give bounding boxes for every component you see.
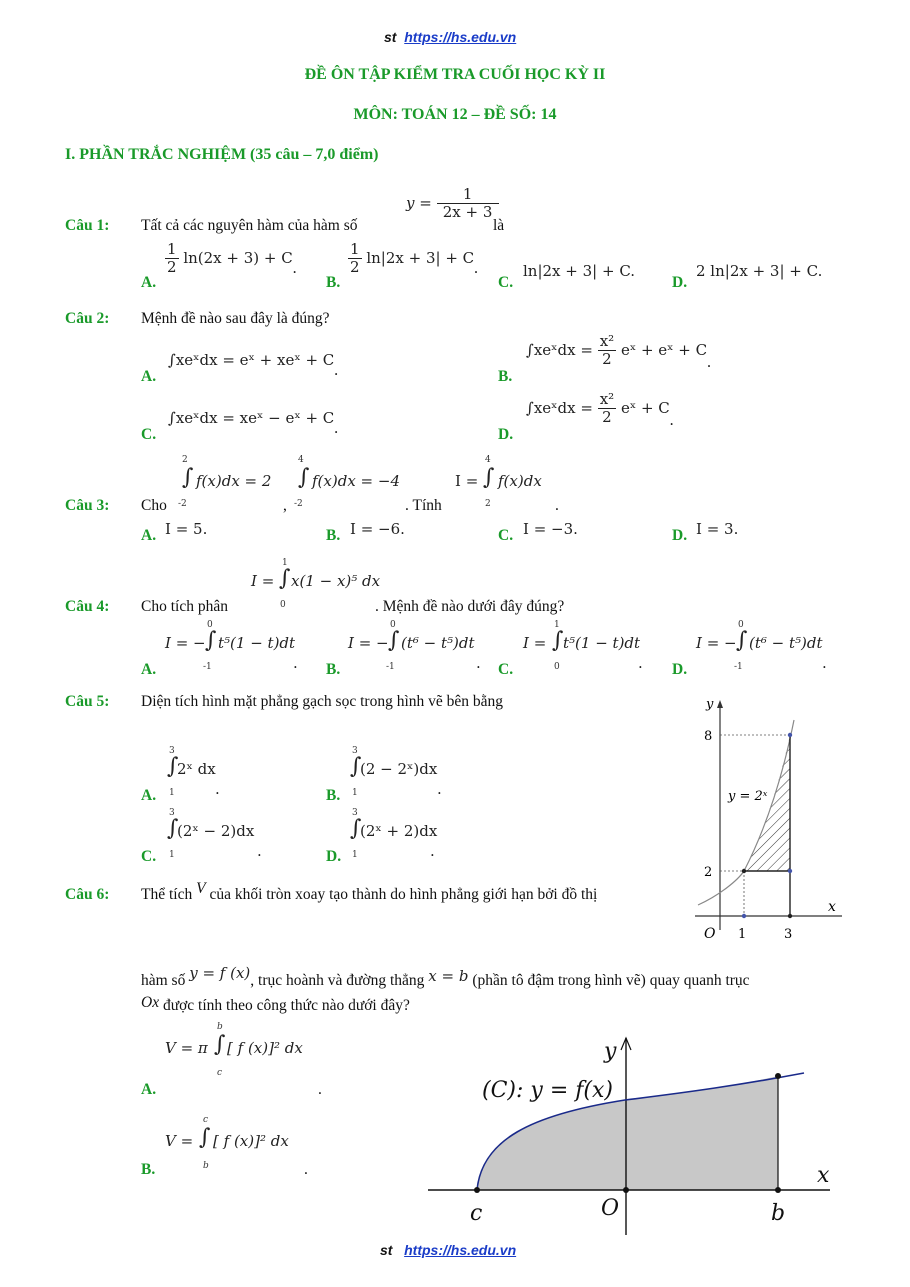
q6-opt-b-label[interactable]: B. (141, 1161, 156, 1178)
q6-opt-a-label[interactable]: A. (141, 1081, 157, 1098)
q5-tick-8: 8 (704, 729, 713, 744)
q5-c-upper: 3 (169, 808, 175, 818)
q1-text-a: Tất cả các nguyên hàm của hàm số (141, 217, 358, 234)
integral-sign: ∫ (350, 816, 362, 841)
q4-a-expr: t⁵(1 − t)dt (218, 634, 296, 652)
q6-curve-label: (C): y = f(x) (482, 1078, 613, 1103)
q1-a-expr: ln(2x + 3) + C (183, 248, 293, 267)
q2-b-rhs: eˣ + eˣ + C (620, 340, 707, 359)
q3-opt-c (523, 520, 578, 538)
q4-main-integral (251, 558, 381, 613)
q6-line3-text: được tính theo công thức nào dưới đây? (162, 997, 410, 1014)
q5-a-upper: 3 (169, 746, 175, 756)
q2-d-den: 2 (602, 408, 612, 427)
q3-cho: Cho (141, 497, 167, 514)
q4-d-pre: I = − (696, 634, 737, 652)
footer-link[interactable]: https://hs.edu.vn (404, 1242, 517, 1258)
q3-b-expr: I = −6 (350, 520, 401, 538)
q1-b-num: 1 (350, 240, 360, 258)
q2-d-end: . (669, 410, 675, 429)
q5-opt-d (348, 808, 448, 863)
q1-opt-d-label[interactable]: D. (672, 274, 688, 291)
integral-sign: ∫ (167, 816, 179, 841)
q3-i3-expr: f(x)dx (498, 472, 542, 490)
q6-line2-b: , trục hoành và đường thẳng (250, 972, 425, 989)
q6-a-expr: [ f (x)]² dx (227, 1039, 303, 1057)
q6-b-lower: b (203, 1161, 209, 1171)
q5-a-lower: 1 (169, 788, 175, 798)
footer-prefix: st (380, 1242, 393, 1258)
q6-xb: x = b (428, 967, 469, 985)
q4-b-expr: (t⁶ − t⁵)dt (401, 634, 475, 652)
q5-tick-2: 2 (704, 865, 713, 880)
integral-sign: ∫ (182, 465, 194, 490)
q6-b-expr: [ f (x)]² dx (213, 1132, 289, 1150)
q3-integral-1 (178, 455, 278, 510)
header-prefix: st (384, 29, 397, 45)
q2-a-expr: ∫xeˣdx = eˣ + xeˣ + C (168, 351, 334, 369)
q1-b-expr: ln|2x + 3| + C (366, 248, 474, 267)
integral-sign: ∫ (279, 566, 291, 591)
q6-point-b (775, 1187, 781, 1193)
q6-var-v: V (196, 880, 206, 897)
q6-line2 (141, 964, 750, 990)
q3-i2-lower: -2 (294, 499, 303, 509)
q3-opt-a-label[interactable]: A. (141, 527, 157, 544)
q5-a-expr: 2ˣ dx (177, 760, 216, 778)
integral-sign: ∫ (483, 465, 495, 490)
q2-d-lhs: ∫xeˣdx = (526, 398, 593, 417)
q5-opt-c (165, 808, 265, 863)
q2-d-num: x² (599, 390, 615, 408)
q5-d-expr: (2ˣ + 2)dx (360, 822, 438, 840)
q1-label: Câu 1: (65, 217, 110, 234)
page-footer (380, 1242, 516, 1258)
q6-a-lower: c (217, 1068, 223, 1078)
q3-i3-pre: I = (455, 472, 479, 490)
q1-a-num: 1 (167, 240, 177, 258)
q5-origin: O (704, 926, 716, 942)
q5-opt-b (348, 746, 448, 801)
q5-b-lower: 1 (352, 788, 358, 798)
q1-opt-c: ln|2x + 3| + C. (523, 262, 636, 280)
page-header (384, 29, 516, 45)
q6-b-pre: V = (165, 1132, 194, 1150)
q4-a-pre: I = − (165, 634, 206, 652)
q2-d-rhs: eˣ + C (620, 398, 670, 417)
q2-opt-d (526, 391, 674, 427)
q6-text-a: Thể tích (141, 886, 193, 903)
q3-b-end: . (400, 520, 405, 538)
q2-opt-a (168, 351, 339, 379)
q5-c-end: . (257, 842, 262, 860)
q3-i1-lower: -2 (178, 499, 187, 509)
q6-a-pre: V = π (165, 1039, 208, 1057)
q4-d-end: . (822, 654, 827, 672)
q3-opt-c-label[interactable]: C. (498, 527, 514, 544)
q3-opt-b (350, 520, 405, 538)
q3-i1-upper: 2 (182, 455, 188, 465)
q3-c-expr: I = −3 (523, 520, 574, 538)
q6-line3 (141, 994, 410, 1015)
section-heading: I. PHẦN TRẮC NGHIỆM (35 câu – 7,0 điểm) (65, 146, 379, 163)
q4-c-end: . (638, 654, 643, 672)
q2-b-end: . (706, 352, 712, 371)
q5-d-end: . (430, 842, 435, 860)
q4-main-upper: 1 (282, 558, 288, 568)
q6-graph (420, 1030, 850, 1240)
q3-a-end: . (202, 520, 208, 538)
q3-i3-upper: 4 (485, 455, 491, 465)
q3-opt-d (696, 520, 738, 538)
q4-label: Câu 4: (65, 598, 110, 615)
point-1-2 (742, 869, 746, 873)
integral-sign: ∫ (167, 754, 179, 779)
q6-b-end: . (304, 1161, 308, 1178)
q4-d-upper: 0 (738, 620, 744, 630)
q3-i2-upper: 4 (298, 455, 304, 465)
q4-a-end: . (293, 654, 298, 672)
q6-line2-c: (phần tô đậm trong hình vẽ) quay quanh trục (472, 972, 750, 989)
q1-opt-c-label[interactable]: C. (498, 274, 514, 291)
q4-opt-c-label[interactable]: C. (498, 661, 514, 678)
q1-a-den: 2 (167, 258, 177, 277)
q1-opt-a (165, 241, 297, 277)
q2-text: Mệnh đề nào sau đây là đúng? (141, 310, 330, 327)
point-3-8 (788, 733, 792, 737)
q1-b-den: 2 (350, 258, 360, 277)
point-3-0 (788, 914, 792, 918)
q1-opt-b (348, 241, 478, 277)
q5-opt-d-label[interactable]: D. (326, 848, 342, 865)
q4-main-pre: I = (251, 572, 275, 590)
q6-opt-a (165, 1022, 335, 1082)
q2-opt-b-label[interactable]: B. (498, 368, 513, 385)
q1-text-b: là (493, 217, 505, 234)
q4-opt-d (696, 620, 836, 675)
q5-graph (690, 690, 850, 950)
q2-opt-a-label[interactable]: A. (141, 368, 157, 385)
q3-integral-2 (294, 455, 409, 510)
q2-opt-c (168, 409, 339, 437)
q6-line2-a: hàm số (141, 972, 186, 989)
q4-c-expr: t⁵(1 − t)dt (563, 634, 641, 652)
q6-fn: y = f (x) (189, 964, 251, 982)
q4-main-expr: x(1 − x)⁵ dx (291, 572, 381, 590)
q6-c-label: c (470, 1201, 483, 1226)
q5-c-lower: 1 (169, 850, 175, 860)
q1-fn-y: y = (406, 193, 432, 212)
q2-b-lhs: ∫xeˣdx = (526, 340, 593, 359)
integral-sign: ∫ (205, 628, 217, 653)
q2-opt-d-label[interactable]: D. (498, 426, 514, 443)
q4-b-pre: I = − (348, 634, 389, 652)
q6-point-o (623, 1187, 629, 1193)
exam-title: ĐỀ ÔN TẬP KIỂM TRA CUỐI HỌC KỲ II (304, 66, 606, 83)
header-link[interactable]: https://hs.edu.vn (404, 29, 517, 45)
integral-sign: ∫ (552, 628, 564, 653)
q3-tinh: . Tính (405, 497, 442, 514)
q6-b-label: b (771, 1201, 786, 1226)
q2-a-end: . (333, 361, 339, 379)
q6-text-b: của khối tròn xoay tạo thành do hình phẳng giới hạn bởi đồ thị (209, 886, 598, 903)
q5-x-label: x (828, 899, 836, 915)
q6-line1 (141, 880, 598, 904)
q5-b-upper: 3 (352, 746, 358, 756)
q3-opt-b-label[interactable]: B. (326, 527, 341, 544)
exam-subtitle: MÔN: TOÁN 12 – ĐỀ SỐ: 14 (353, 106, 557, 123)
q4-d-lower: -1 (734, 662, 743, 672)
integral-sign: ∫ (199, 1125, 211, 1150)
q3-integral-3 (455, 455, 565, 510)
integral-sign: ∫ (214, 1032, 226, 1057)
q6-y-label: y (604, 1039, 617, 1064)
q2-c-end: . (333, 419, 339, 437)
q4-opt-a (165, 620, 305, 675)
q5-d-lower: 1 (352, 850, 358, 860)
q3-a-expr: I = 5 (165, 520, 203, 538)
q3-d-expr: I = 3 (696, 520, 734, 538)
q3-opt-a (165, 520, 207, 538)
q5-c-expr: (2ˣ − 2)dx (177, 822, 255, 840)
q6-label: Câu 6: (65, 886, 110, 903)
q4-c-pre: I = (523, 634, 547, 652)
q4-c-lower: 0 (554, 662, 560, 672)
q6-b-upper: c (203, 1115, 209, 1125)
q2-b-den: 2 (602, 350, 612, 369)
q5-b-expr: (2 − 2ˣ)dx (360, 760, 438, 778)
q6-ox: Ox (141, 994, 160, 1011)
q4-text-a: Cho tích phân (141, 598, 228, 615)
q4-b-lower: -1 (386, 662, 395, 672)
integral-sign: ∫ (736, 628, 748, 653)
q2-label: Câu 2: (65, 310, 110, 327)
integral-sign: ∫ (350, 754, 362, 779)
q4-c-upper: 1 (554, 620, 560, 630)
point-3-2 (788, 869, 792, 873)
q4-d-expr: (t⁶ − t⁵)dt (749, 634, 823, 652)
q5-opt-a (165, 746, 225, 801)
q1-b-end: . (473, 258, 479, 277)
q2-c-expr: ∫xeˣdx = xeˣ − eˣ + C (168, 409, 334, 427)
q1-opt-b-label[interactable]: B. (326, 274, 341, 291)
q1-opt-a-label[interactable]: A. (141, 274, 157, 291)
q3-opt-d-label[interactable]: D. (672, 527, 688, 544)
q5-y-label: y (706, 697, 714, 712)
q4-a-lower: -1 (203, 662, 212, 672)
q5-a-end: . (215, 780, 220, 798)
q6-origin: O (601, 1196, 620, 1221)
q4-opt-b-label[interactable]: B. (326, 661, 341, 678)
integral-sign: ∫ (298, 465, 310, 490)
q2-b-num: x² (599, 332, 615, 350)
q3-d-end: . (733, 520, 739, 538)
q5-opt-c-label[interactable]: C. (141, 848, 157, 865)
q6-opt-b (165, 1115, 315, 1175)
q5-d-upper: 3 (352, 808, 358, 818)
q3-c-end: . (573, 520, 578, 538)
q5-tick-1: 1 (738, 927, 747, 942)
q1-function (406, 186, 499, 222)
q4-opt-d-label[interactable]: D. (672, 661, 688, 678)
q2-opt-b (526, 333, 711, 369)
q4-a-upper: 0 (207, 620, 213, 630)
q1-fn-num: 1 (437, 186, 499, 204)
q5-opt-a-label[interactable]: A. (141, 787, 157, 804)
q5-text: Diện tích hình mặt phẳng gạch sọc trong hình vẽ bên bằng (141, 693, 504, 710)
q5-b-end: . (437, 780, 442, 798)
integral-sign: ∫ (388, 628, 400, 653)
q3-i3-lower: 2 (485, 499, 491, 509)
q3-comma: , (283, 497, 287, 514)
q6-a-upper: b (217, 1022, 223, 1032)
q3-i1-expr: f(x)dx = 2 (196, 472, 272, 490)
q4-opt-c (523, 620, 648, 675)
q5-tick-3: 3 (784, 927, 793, 942)
q6-point-fb (775, 1073, 781, 1079)
q1-fn-den: 2x + 3 (442, 203, 493, 222)
q6-point-c (474, 1187, 480, 1193)
q1-opt-d: 2 ln|2x + 3| + C. (696, 262, 823, 280)
y-axis-arrow (717, 700, 723, 708)
q3-i2-expr: f(x)dx = −4 (312, 472, 400, 490)
q4-main-lower: 0 (280, 600, 286, 610)
q4-opt-a-label[interactable]: A. (141, 661, 157, 678)
q3-end: . (555, 497, 559, 514)
q3-label: Câu 3: (65, 497, 110, 514)
q5-opt-b-label[interactable]: B. (326, 787, 341, 804)
q4-b-end: . (476, 654, 481, 672)
q4-b-upper: 0 (390, 620, 396, 630)
q6-x-label: x (817, 1163, 830, 1188)
q5-label: Câu 5: (65, 693, 110, 710)
point-1-0 (742, 914, 746, 918)
q4-text-b: . Mệnh đề nào dưới đây đúng? (375, 598, 565, 615)
q6-a-end: . (318, 1081, 322, 1098)
q2-opt-c-label[interactable]: C. (141, 426, 157, 443)
q4-opt-b (348, 620, 488, 675)
q1-a-end: . (292, 258, 297, 277)
q5-curve-label: y = 2ˣ (728, 789, 768, 804)
